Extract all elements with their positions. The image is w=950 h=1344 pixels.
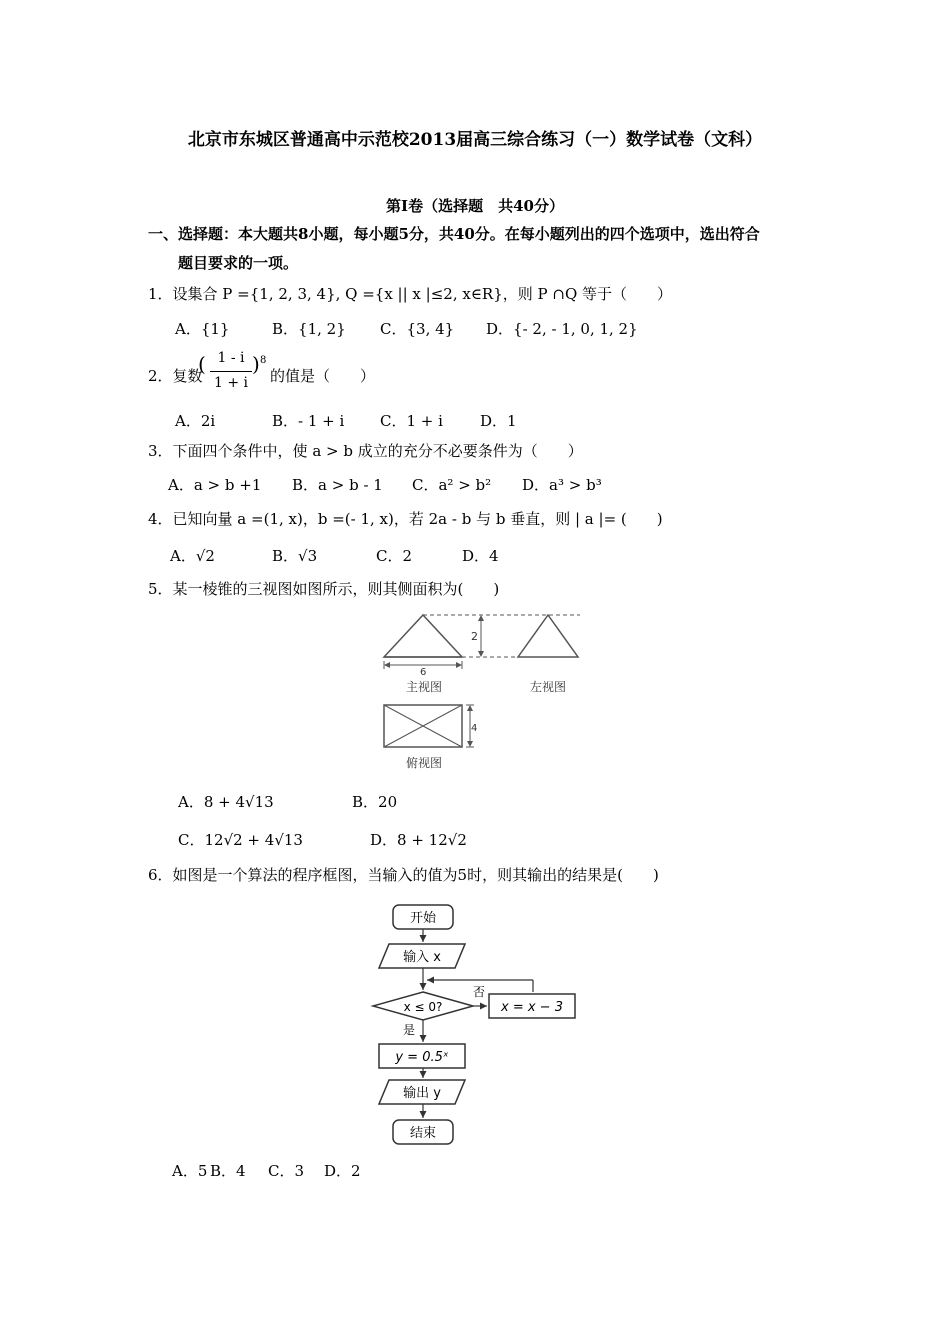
question-2-prefix: 2．复数: [148, 367, 203, 385]
flow-condition-label: x ≤ 0?: [403, 1000, 443, 1014]
side-view-triangle: [518, 615, 578, 657]
instructions-line-1: 一、选择题：本大题共8小题，每小题5分，共40分。在每小题列出的四个选项中，选出符合: [148, 225, 760, 243]
q5-option-d: D．8 + 12√2: [370, 831, 467, 849]
q4-option-d: D．4: [462, 547, 499, 565]
dim-width-label: 6: [420, 667, 427, 678]
q6-option-d: D．2: [324, 1162, 361, 1180]
q1-option-d: D．{- 2, - 1, 0, 1, 2}: [486, 320, 638, 338]
q2-exponent: 8: [260, 355, 267, 366]
q2-option-a: A．2i: [175, 412, 216, 430]
q2-fraction-denominator: 1 + i: [213, 375, 248, 391]
front-view-triangle: [384, 615, 462, 657]
question-6-stem: 6．如图是一个算法的程序框图，当输入的值为5时，则其输出的结果是( ): [148, 866, 659, 884]
q2-option-b: B．- 1 + i: [272, 412, 345, 430]
flowchart-figure: [365, 900, 595, 1150]
q4-option-b: B．√3: [272, 547, 318, 565]
q5-option-c: C．12√2 + 4√13: [178, 831, 303, 849]
flow-end-label: 结束: [409, 1126, 437, 1141]
question-5-stem: 5．某一棱锥的三视图如图所示，则其侧面积为( ): [148, 580, 500, 598]
q1-option-b: B．{1, 2}: [272, 320, 346, 338]
flow-assign-label: y = 0.5ˣ: [395, 1050, 449, 1065]
q5-option-b: B．20: [352, 793, 398, 811]
q1-option-c: C．{3, 4}: [380, 320, 455, 338]
q3-option-a: A．a > b +1: [168, 476, 262, 494]
dim-depth-label: 4: [471, 723, 478, 734]
q6-option-b: B．4: [210, 1162, 246, 1180]
flow-input-label: 输入 x: [403, 950, 441, 965]
top-view-label: 俯视图: [406, 756, 443, 770]
flow-no-label: 否: [473, 985, 486, 999]
q3-option-d: D．a³ > b³: [522, 476, 602, 494]
q2-fraction-numerator: 1 - i: [217, 350, 245, 366]
q2-fraction-bar: [210, 371, 252, 372]
flow-start-label: 开始: [409, 911, 437, 926]
q5-option-a: A．8 + 4√13: [178, 793, 274, 811]
q2-paren-open: (: [198, 352, 206, 376]
dim-height-label: 2: [471, 630, 478, 643]
flow-update-label: x = x − 3: [501, 1000, 563, 1015]
instructions-line-2: 题目要求的一项。: [178, 254, 299, 272]
question-4-stem: 4．已知向量 a =(1, x)，b =(- 1, x)，若 2a - b 与 b 垂直，则 | a |= ( ): [148, 510, 663, 528]
q3-option-c: C．a² > b²: [412, 476, 492, 494]
q2-option-c: C．1 + i: [380, 412, 443, 430]
q6-option-a: A．5: [172, 1162, 208, 1180]
q3-option-b: B．a > b - 1: [292, 476, 383, 494]
three-view-figure: [370, 605, 600, 775]
flow-output-label: 输出 y: [403, 1086, 441, 1101]
q6-option-c: C．3: [268, 1162, 305, 1180]
question-3-stem: 3．下面四个条件中，使 a > b 成立的充分不必要条件为（ ）: [148, 442, 583, 460]
q2-option-d: D．1: [480, 412, 517, 430]
question-2-suffix: 的值是（ ）: [270, 367, 376, 385]
q4-option-c: C．2: [376, 547, 413, 565]
q1-option-a: A．{1}: [175, 320, 230, 338]
question-1-stem: 1．设集合 P ={1, 2, 3, 4}, Q ={x || x |≤2, x∈R}，则 P ∩Q 等于（ ）: [148, 285, 673, 303]
q4-option-a: A．√2: [170, 547, 215, 565]
part-header: 第Ⅰ卷（选择题 共40分）: [386, 197, 564, 215]
q2-paren-close: ): [252, 352, 260, 376]
page-title: 北京市东城区普通高中示范校2013届高三综合练习（一）数学试卷（文科）: [187, 130, 763, 150]
front-view-label: 主视图: [406, 680, 443, 694]
flow-yes-label: 是: [403, 1023, 416, 1037]
side-view-label: 左视图: [530, 680, 567, 694]
